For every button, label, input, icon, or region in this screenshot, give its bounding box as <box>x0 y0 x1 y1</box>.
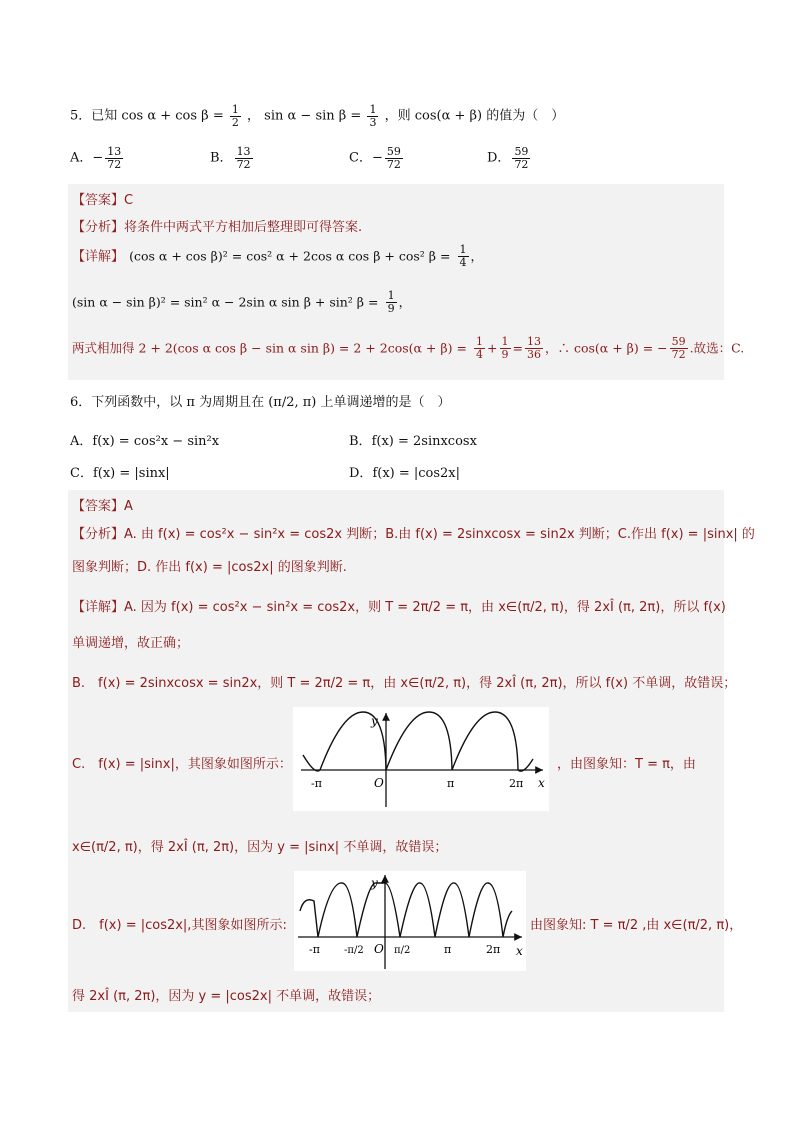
detail-expr: 两式相加得 2 + 2(cos α cos β − sin α sin β) = 2 + 2cos(α + β) = <box>72 340 467 356</box>
q5-frac-third: $\frac{1}{3}$ <box>369 103 377 129</box>
tick-neg-half-pi: -π/2 <box>344 945 364 956</box>
punct: ， <box>398 294 412 310</box>
option-frac: $\frac{13}{72}$ <box>107 145 122 171</box>
graph-abs-sinx <box>293 707 549 811</box>
detail-expr: ，∴ cos(α + β) = − <box>545 340 668 356</box>
tick-pi: π <box>444 943 452 956</box>
tick-pi: π <box>447 777 455 790</box>
option-expr: f(x) = 2sinxcosx <box>371 434 477 449</box>
q6-analysis-2: 图象判断；D. 作出 f(x) = |cos2x| 的图象判断. <box>72 560 347 575</box>
q5-stem-prefix: 5．已知 <box>70 108 118 124</box>
q6-option-d[interactable] <box>349 462 460 481</box>
y-label: y <box>371 876 378 890</box>
detail-frac: $\frac{1}{9}$ <box>501 335 509 361</box>
q5-answer: 【答案】C <box>72 193 134 208</box>
option-label: D． <box>487 150 511 166</box>
tick-neg-pi: -π <box>309 943 320 956</box>
option-label: D． <box>349 466 373 481</box>
option-frac: $\frac{59}{72}$ <box>514 145 529 171</box>
op: + <box>487 340 498 356</box>
detail-frac: $\frac{1}{4}$ <box>476 335 484 361</box>
q5-cond1: cos α + cos β = <box>121 108 224 124</box>
x-label: x <box>516 944 523 958</box>
detail-tag: 【详解】 <box>72 249 125 265</box>
origin-label: O <box>374 776 384 790</box>
q6-option-a[interactable] <box>70 430 219 449</box>
detail-expr: .故选：C. <box>689 340 745 356</box>
q5-detail-line3 <box>72 336 744 360</box>
q6-analysis-1: 【分析】A. 由 f(x) = cos²x − sin²x = cos2x 判断；B.由 f(x) = 2sinxcosx = sin2x 判断；C.作出 f(x) = |sinx| 的 <box>72 527 755 542</box>
tick-2pi: 2π <box>486 943 501 956</box>
op: = <box>512 340 523 356</box>
q5-option-d[interactable] <box>487 146 532 170</box>
q6-interval: (π/2, π) <box>268 395 317 410</box>
detail-frac: $\frac{1}{4}$ <box>459 243 467 269</box>
q6-detail-d2: 得 2xÎ (π, 2π)，因为 y = |cos2x| 不单调，故错误； <box>72 989 381 1004</box>
q5-option-b[interactable] <box>210 146 255 170</box>
tick-half-pi: π/2 <box>394 945 411 956</box>
q5-sep: ， <box>247 108 261 124</box>
option-expr: f(x) = |cos2x| <box>372 466 461 481</box>
graph-abs-cos2x-svg <box>294 871 526 971</box>
curve <box>303 712 533 771</box>
detail-frac: $\frac{59}{72}$ <box>671 335 686 361</box>
option-label: B． <box>210 150 233 166</box>
detail-expr: (sin α − sin β)² = sin² α − 2sin α sin β + sin² β = <box>72 294 379 310</box>
graph-abs-cos2x <box>294 871 526 971</box>
y-label: y <box>371 714 378 728</box>
option-expr: f(x) = |sinx| <box>92 466 170 481</box>
curve <box>300 883 512 937</box>
q6-option-c[interactable] <box>70 462 170 481</box>
q5-cond2: sin α − sin β = <box>264 108 362 124</box>
q6-option-b[interactable] <box>349 430 477 449</box>
option-frac: $\frac{13}{72}$ <box>236 145 251 171</box>
option-expr: f(x) = cos²x − sin²x <box>92 434 220 449</box>
option-sign: − <box>92 150 104 166</box>
q6-detail-c2: x∈(π/2, π)，得 2xÎ (π, 2π)，因为 y = |sinx| 不单调，故错误； <box>72 840 448 855</box>
q6-detail-a1: 【详解】A. 因为 f(x) = cos²x − sin²x = cos2x，则 T = 2π/2 = π，由 x∈(π/2, π)，得 2xÎ (π, 2π)，所以 f(x) <box>72 600 726 615</box>
q6-stem-b: 上单调递增的是（ ） <box>320 395 451 410</box>
q6-detail-c-pre: C. f(x) = |sinx|，其图象如图所示： <box>72 757 292 772</box>
graph-abs-sinx-svg <box>293 707 549 811</box>
q5-option-c[interactable] <box>349 146 405 170</box>
q5-detail-line2 <box>72 290 411 314</box>
option-label: B． <box>349 434 372 449</box>
q5-frac-half: $\frac{1}{2}$ <box>231 103 239 129</box>
q6-detail-c-post: ，由图象知：T = π，由 <box>557 757 696 772</box>
q5-detail-line1 <box>72 244 483 268</box>
option-label: A． <box>70 434 93 449</box>
tick-neg-pi: -π <box>311 777 322 790</box>
q5-option-a[interactable] <box>70 146 125 170</box>
punct: ， <box>470 248 484 264</box>
tick-2pi: 2π <box>509 777 524 790</box>
option-label: C． <box>349 150 372 166</box>
q5-stem-suffix: ，则 cos(α + β) 的值为（ ） <box>384 108 565 124</box>
detail-expr: (cos α + cos β)² = cos² α + 2cos α cos β + cos² β = <box>129 248 451 264</box>
origin-label: O <box>374 942 384 956</box>
q6-stem-a: 6．下列函数中，以 π 为周期且在 <box>70 395 265 410</box>
q6-detail-d-post: 由图象知: T = π/2 ,由 x∈(π/2, π)， <box>530 918 743 933</box>
detail-frac: $\frac{13}{36}$ <box>527 335 541 361</box>
option-sign: − <box>371 150 383 166</box>
q6-detail-b: B. f(x) = 2sinxcosx = sin2x，则 T = 2π/2 = π，由 x∈(π/2, π)，得 2xÎ (π, 2π)，所以 f(x) 不单调，故错误； <box>72 676 737 691</box>
option-label: A． <box>70 150 93 166</box>
q5-stem <box>70 104 564 128</box>
option-frac: $\frac{59}{72}$ <box>386 145 401 171</box>
q6-answer: 【答案】A <box>72 499 133 514</box>
q5-analysis: 【分析】将条件中两式平方相加后整理即可得答案. <box>72 220 363 235</box>
detail-frac: $\frac{1}{9}$ <box>387 289 395 315</box>
option-label: C． <box>70 466 93 481</box>
q6-stem <box>70 391 451 410</box>
q6-detail-a2: 单调递增，故正确； <box>72 636 190 651</box>
q6-detail-d-pre: D. f(x) = |cos2x|,其图象如图所示: <box>72 918 287 933</box>
x-label: x <box>538 776 545 790</box>
